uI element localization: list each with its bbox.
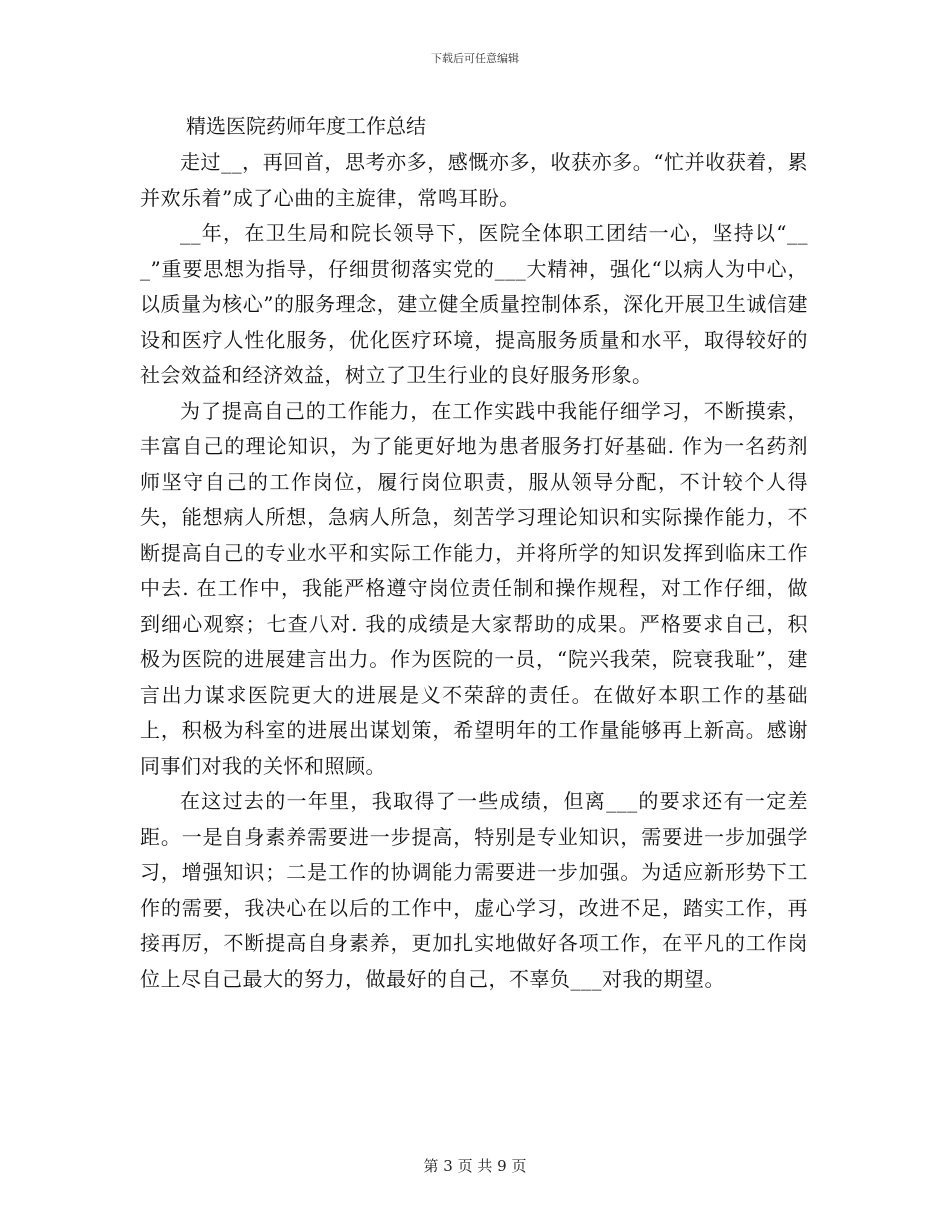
page-header-note: 下载后可任意编辑	[431, 52, 519, 65]
paragraph-4: 在这过去的一年里，我取得了一些成绩，但离___的要求还有一定差距。一是自身素养需要进一步提高，特别是专业知识，需要进一步加强学习，增强知识；二是工作的协调能力需要进一步加强。为适应新形势下工作的需要，我决心在以后的工作中，虚心学习，改进不足，踏实工作，再接再厉，不断提高自身素养，更加扎实地做好各项工作，在平凡的工作岗位上尽自己最大的努力，做最好的自己，不辜负___对我的期望。	[140, 789, 808, 991]
page-number: 第 3 页 共 9 页	[423, 1157, 527, 1175]
document-title: 精选医院药师年度工作总结	[186, 114, 426, 138]
paragraph-3: 为了提高自己的工作能力，在工作实践中我能仔细学习，不断摸索，丰富自己的理论知识，为了能更好地为患者服务打好基础. 作为一名药剂师坚守自己的工作岗位，履行岗位职责，服从领导分配，不计较个人得失，能想病人所想，急病人所急，刻苦学习理论知识和实际操作能力，不断提高自己的专业水平和实际工作能力，并将所学的知识发挥到临床工作中去. 在工作中，我能严格遵守岗位责任制和操作规程，对工作仔细，做到细心观察；七查八对. 我的成绩是大家帮助的成果。严格要求自己，积极为医院的进展建言出力。作为医院的一员，“院兴我荣，院衰我耻”，建言出力谋求医院更大的进展是义不荣辞的责任。在做好本职工作的基础上，积极为科室的进展出谋划策，希望明年的工作量能够再上新高。感谢同事们对我的关怀和照顾。	[140, 398, 808, 778]
document-body	[140, 145, 808, 997]
paragraph-2: __年，在卫生局和院长领导下，医院全体职工团结一心，坚持以“___”重要思想为指导，仔细贯彻落实党的___大精神，强化“以病人为中心，以质量为核心”的服务理念，建立健全质量控制体系，深化开展卫生诚信建设和医疗人性化服务，优化医疗环境，提高服务质量和水平，取得较好的社会效益和经济效益，树立了卫生行业的良好服务形象。	[140, 221, 808, 387]
paragraph-1: 走过__，再回首，思考亦多，感慨亦多，收获亦多。“忙并收获着，累并欢乐着”成了心曲的主旋律，常鸣耳盼。	[140, 150, 808, 210]
